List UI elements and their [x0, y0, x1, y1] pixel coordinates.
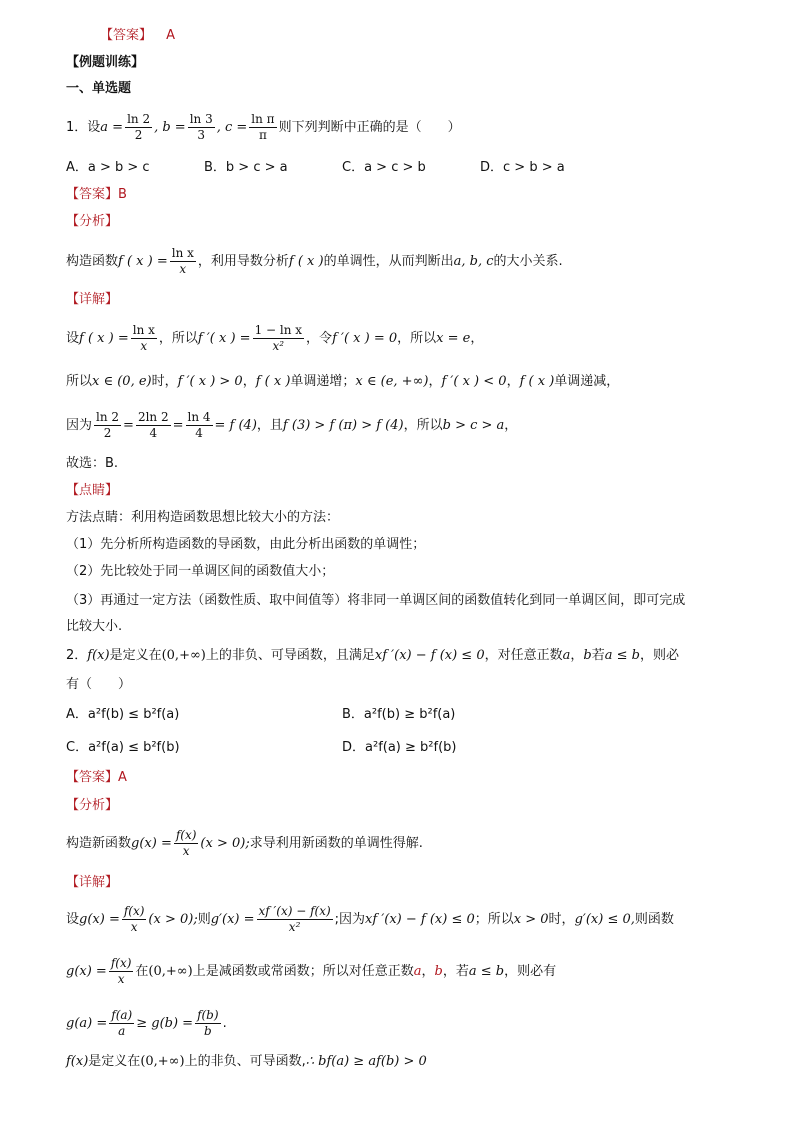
q1-detail-line-1: 设f ( x ) = $\frac{\text{ln x}}{x}$ ，所以f ′( x ) = $\frac{\text{1 − ln x}}{\text{x²}}$ ，令f ′( x ) = 0，所以x = e，	[66, 323, 484, 353]
q2-stem-line-2: 有（ ）	[66, 677, 132, 692]
q1-remark-line-4: （3）再通过一定方法（函数性质、取中间值等）将非同一单调区间的函数值转化到同一单调区间，即可完成	[66, 593, 686, 608]
q1-detail-line-2: 所以x ∈ (0, e)时，f ′( x ) > 0，f ( x )单调递增；x ∈ (e, +∞)，f ′( x ) < 0，f ( x )单调递减，	[66, 374, 620, 389]
q1-remark-line-1: 方法点睛：利用构造函数思想比较大小的方法：	[66, 510, 340, 525]
q2-option-d: D．a²f(a) ≥ b²f(b)	[342, 740, 457, 755]
q1-option-b: B．b > c > a	[204, 160, 288, 175]
q2-answer: 【答案】A	[66, 770, 127, 785]
q2-detail-line-3: g(a) = $\frac{f(a)}{a}$ ≥ g(b) = $\frac{f(b)}{b}$ .	[66, 1008, 227, 1038]
q1-option-c: C．a > c > b	[342, 160, 426, 175]
q2-detail-label: 【详解】	[66, 875, 119, 890]
q1-remark-line-5: 比较大小.	[66, 619, 123, 634]
q1-analysis-label: 【分析】	[66, 214, 119, 229]
q1-remark-line-2: （1）先分析所构造函数的导函数，由此分析出函数的单调性；	[66, 537, 426, 552]
q2-option-a: A．a²f(b) ≤ b²f(a)	[66, 707, 180, 722]
answer-value: A	[166, 28, 176, 43]
q1-option-d: D．c > b > a	[480, 160, 565, 175]
section-subtitle: 一、单选题	[66, 81, 132, 96]
top-answer	[100, 26, 754, 46]
q1-detail-label: 【详解】	[66, 292, 119, 307]
q1-remark-line-3: （2）先比较处于同一单调区间的函数值大小；	[66, 564, 335, 579]
q1-stem: 1．设a = $\frac{\ln 2}{2}$ , b = $\frac{\ln 3}{3}$ , c = $\frac{\text{ln π}}{\pi}$ 则下列判断中正确的是（ ）	[66, 112, 461, 142]
q2-analysis-text: 构造新函数g(x) = $\frac{f(x)}{x}$ (x > 0);求导利用新函数的单调性得解.	[66, 828, 423, 858]
q1-analysis-text: 构造函数f ( x ) = $\frac{\text{ln x}}{x}$ ，利用导数分析f ( x )的单调性，从而判断出a, b, c的大小关系.	[66, 246, 563, 276]
q1-option-a: A．a > b > c	[66, 160, 150, 175]
q1-answer: 【答案】B	[66, 187, 127, 202]
q1-conclusion: 故选：B.	[66, 456, 119, 471]
q2-detail-line-4: f(x)是定义在(0,+∞)上的非负、可导函数,∴ bf(a) ≥ af(b) > 0	[66, 1054, 427, 1069]
q2-stem-line-1: 2．f(x)是定义在(0,+∞)上的非负、可导函数，且满足xf ′(x) − f (x) ≤ 0，对任意正数a，b若a ≤ b，则必	[66, 648, 679, 663]
q2-option-c: C．a²f(a) ≤ b²f(b)	[66, 740, 180, 755]
q1-remark-label: 【点睛】	[66, 483, 119, 498]
q1-detail-line-3: 因为 $\frac{\ln 2}{2}$ = $\frac{2\ln 2}{4}$ = $\frac{\ln 4}{4}$ = f (4)，且f (3) > f (π) > f (4)，所以b > c > a，	[66, 410, 518, 440]
answer-label: 【答案】	[100, 28, 153, 43]
section-title: 【例题训练】	[66, 55, 145, 70]
q2-detail-line-1: 设g(x) = $\frac{f(x)}{x}$ (x > 0);则g′(x) = $\frac{xf '(x) - f(x)}{\text{x²}}$ ;因为xf ′(x) − f (x) ≤ 0；所以x > 0时，g′(x) ≤ 0,则函数	[66, 904, 674, 934]
q2-analysis-label: 【分析】	[66, 798, 119, 813]
q2-detail-line-2: g(x) = $\frac{f(x)}{x}$ 在(0,+∞)上是减函数或常函数；所以对任意正数a，b，若a ≤ b，则必有	[66, 956, 557, 986]
q2-option-b: B．a²f(b) ≥ b²f(a)	[342, 707, 456, 722]
